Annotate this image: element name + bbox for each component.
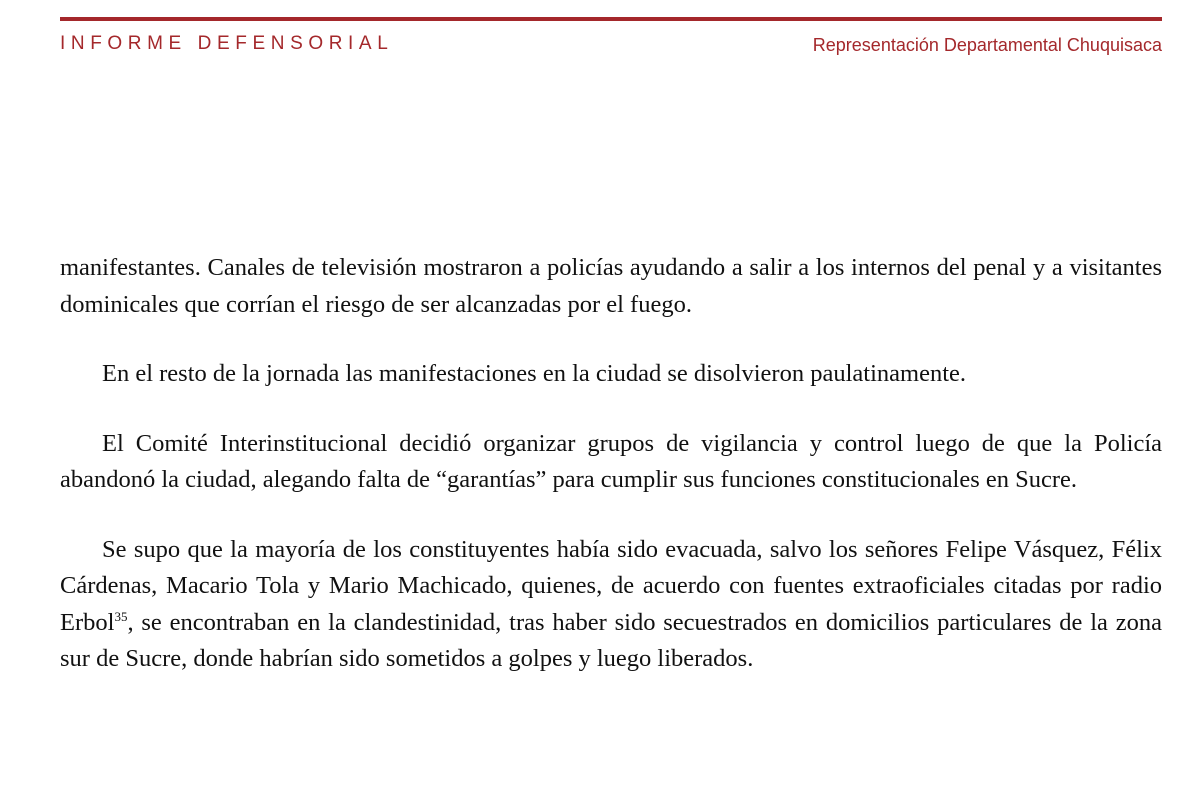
paragraph-4 xyxy=(60,532,1162,678)
paragraph-2: En el resto de la jornada las manifestaciones en la ciudad se disolvieron paulatinamente. xyxy=(102,360,966,387)
paragraph-4-text-after: , se encontraban en la clandestinidad, tras haber sido secuestrados en domicilios particulares de la zona sur de Sucre, donde habrían sido sometidos a golpes y luego liberados. xyxy=(60,608,1162,672)
document-body xyxy=(60,250,1162,711)
paragraph-3: El Comité Interinstitucional decidió organizar grupos de vigilancia y control luego de que la Policía abandonó la ciudad, alegando falta de “garantías” para cumplir sus funciones constitucionales en Sucre. xyxy=(60,429,1162,493)
header-rule xyxy=(60,17,1162,21)
header-report-title: INFORME DEFENSORIAL xyxy=(60,33,394,54)
footnote-marker[interactable]: 35 xyxy=(114,608,128,624)
header-department-title: Representación Departamental Chuquisaca xyxy=(812,35,1162,55)
paragraph-1: manifestantes. Canales de televisión mostraron a policías ayudando a salir a los internos del penal y a visitantes dominicales que corrían el riesgo de ser alcanzadas por el fuego. xyxy=(60,254,1162,318)
paragraph-4-text-before: Se supo que la mayoría de los constituyentes había sido evacuada, salvo los señores Felipe Vásquez, Félix Cárdenas, Macario Tola y Mario Machicado, quienes, de acuerdo con fuentes extraoficiales citadas por radio Erbol xyxy=(60,535,1162,636)
